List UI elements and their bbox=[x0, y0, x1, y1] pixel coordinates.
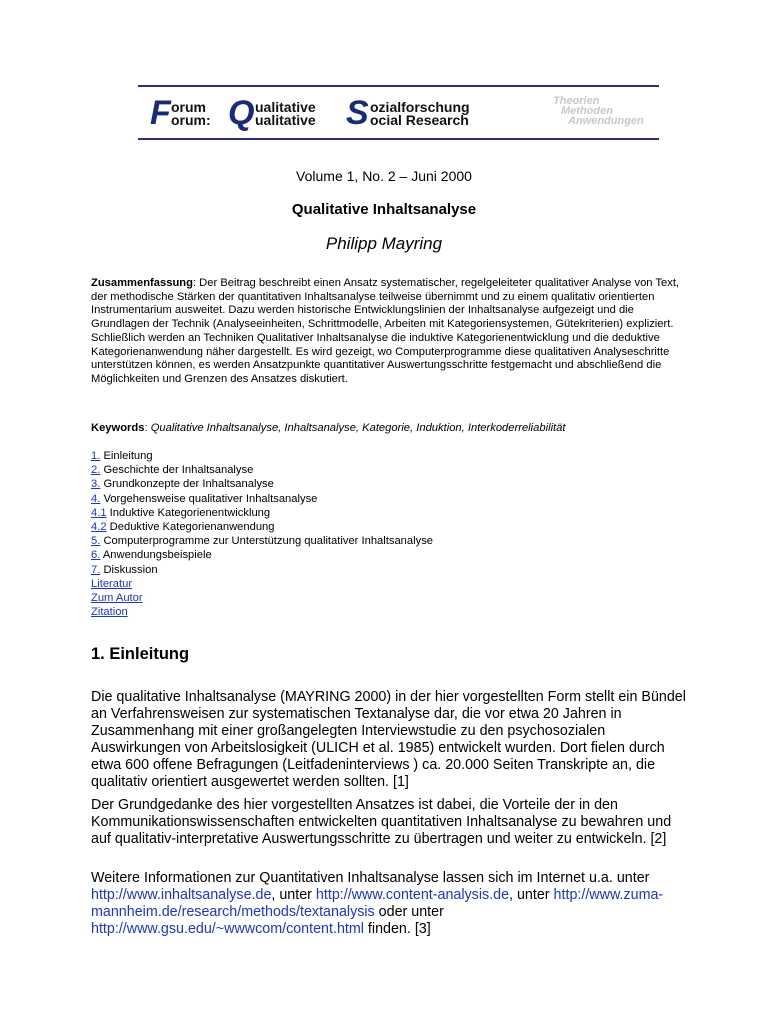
toc-item bbox=[91, 477, 433, 491]
paragraph-3-text: , unter bbox=[271, 887, 316, 904]
toc-item bbox=[91, 591, 433, 605]
tagline-methoden: Methoden bbox=[561, 105, 613, 117]
toc-link-6[interactable]: 6. bbox=[91, 549, 101, 562]
toc-label: Grundkonzepte der Inhaltsanalyse bbox=[103, 478, 274, 491]
logo-ozial-bottom: ocial Research bbox=[370, 112, 469, 128]
toc-link-literatur[interactable]: Literatur bbox=[91, 577, 133, 590]
toc-item bbox=[91, 563, 433, 577]
toc-label: Deduktive Kategorienanwendung bbox=[109, 521, 275, 534]
logo-ozial-top: ozialforschung bbox=[370, 99, 470, 115]
toc-item bbox=[91, 449, 433, 463]
toc-link-4[interactable]: 4. bbox=[91, 492, 101, 505]
toc-label: Einleitung bbox=[103, 450, 153, 462]
toc-label: Geschichte der Inhaltsanalyse bbox=[103, 464, 254, 477]
tagline-theorien: Theorien bbox=[553, 95, 600, 107]
keywords: Keywords: Qualitative Inhaltsanalyse, Inhaltsanalyse, Kategorie, Induktion, Interkoderreliabilität bbox=[91, 422, 566, 434]
logo-letter-q: Q bbox=[228, 94, 255, 132]
logo-orum-bottom: orum: bbox=[171, 112, 211, 128]
header-rule-top bbox=[138, 85, 659, 87]
toc-link-3[interactable]: 3. bbox=[91, 478, 101, 491]
journal-logo bbox=[150, 90, 530, 136]
paragraph-3-text: finden. [3] bbox=[363, 921, 431, 938]
header-rule-bottom bbox=[138, 138, 659, 140]
toc-item bbox=[91, 605, 433, 619]
table-of-contents bbox=[91, 449, 433, 619]
toc-link-1[interactable]: 1. bbox=[91, 450, 101, 462]
url-inhaltsanalyse[interactable]: http://www.inhaltsanalyse.de bbox=[91, 887, 272, 904]
logo-orum-top: orum bbox=[171, 99, 206, 115]
paragraph-3-text: Weitere Informationen zur Quantitativen Inhaltsanalyse lassen sich im Internet u.a. unter bbox=[91, 870, 650, 886]
paragraph-3-text: oder unter bbox=[374, 904, 444, 921]
toc-link-5[interactable]: 5. bbox=[91, 535, 101, 548]
logo-ualitative-top: ualitative bbox=[255, 99, 316, 115]
toc-link-zitation[interactable]: Zitation bbox=[91, 606, 128, 619]
paragraph-1: Die qualitative Inhaltsanalyse (MAYRING 2000) in der hier vorgestellten Form stellt ein Bündel an Verfahrensweisen zur systematischen Textanalyse dar, die vor etwa 20 Jahren in Zusammenhang mit einer großangelegten Interviewstudie zu den psychosozialen Auswirkungen von Arbeitslosigkeit (ULICH et al. 1985) entwickelt wurden. Dort fielen durch etwa 600 offene Befragungen (Leitfadeninterviews ) ca. 20.000 Seiten Transkripte an, die qualitativ orientiert ausgewertet werden sollten. [1] bbox=[91, 689, 686, 791]
abstract-text: : Der Beitrag beschreibt einen Ansatz systematischer, regelgeleiteter qualitativer Analyse von Text, der methodische Stärken der quantitativen Inhaltsanalyse teilweise übernimmt und zu einem qualitativ orientierten Instrumentarium ausweitet. Dazu werden historische Entwicklungslinien der Inhaltsanalyse aufgezeigt und die Grundlagen der Technik (Analyseeinheiten, Schrittmodelle, Arbeiten mit Kategoriensystemen, Gütekriterien) expliziert. Schließlich werden an Techniken Qualitativer Inhaltsanalyse die induktive Kategorienentwicklung und die deduktive Kategorienanwendung näher dargestellt. Es wird gezeigt, wo Computerprogramme diese qualitativen Analyseschritte unterstützen können, es werden Ansatzpunkte quantitativer Auswertungsschritte festgemacht und abschließend die Möglichkeiten und Grenzen des Ansatzes diskutiert. bbox=[91, 277, 680, 385]
toc-item bbox=[91, 506, 433, 520]
paragraph-3 bbox=[91, 870, 691, 938]
abstract bbox=[91, 277, 681, 387]
toc-label: Anwendungsbeispiele bbox=[102, 549, 212, 562]
toc-item bbox=[91, 520, 433, 534]
section-heading: 1. Einleitung bbox=[91, 645, 190, 663]
toc-link-2[interactable]: 2. bbox=[91, 464, 101, 477]
toc-link-7[interactable]: 7. bbox=[91, 563, 101, 576]
toc-label: Computerprogramme zur Unterstützung qualitativer Inhaltsanalyse bbox=[103, 535, 434, 548]
logo-letter-s: S bbox=[346, 94, 369, 132]
tagline-anwendungen: Anwendungen bbox=[568, 115, 644, 127]
article-title: Qualitative Inhaltsanalyse bbox=[291, 201, 477, 218]
toc-item bbox=[91, 463, 433, 477]
keywords-text: Qualitative Inhaltsanalyse, Inhaltsanalyse, Kategorie, Induktion, Interkoderreliabilität bbox=[150, 422, 566, 434]
paragraph-3-text: , unter bbox=[509, 887, 554, 904]
keywords-label: Keywords bbox=[91, 422, 145, 434]
abstract-label: Zusammenfassung bbox=[91, 277, 193, 289]
toc-link-zum-autor[interactable]: Zum Autor bbox=[91, 592, 143, 605]
paragraph-2: Der Grundgedanke des hier vorgestellten Ansatzes ist dabei, die Vorteile der in den Kommunikationswissenschaften entwickelten quantitativen Inhaltsanalyse zu bewahren und auf qualitativ-interpretative Auswertungsschritte zu übertragen und weiter zu entwickeln. [2] bbox=[91, 797, 672, 848]
toc-item bbox=[91, 534, 433, 548]
toc-label: Diskussion bbox=[103, 563, 158, 576]
toc-label: Vorgehensweise qualitativer Inhaltsanalyse bbox=[103, 492, 318, 505]
toc-item bbox=[91, 548, 433, 562]
logo-ualitative-bottom: ualitative bbox=[255, 112, 316, 128]
url-gsu[interactable]: http://www.gsu.edu/~wwwcom/content.html bbox=[91, 921, 364, 938]
toc-item bbox=[91, 577, 433, 591]
toc-label: Induktive Kategorienentwicklung bbox=[109, 506, 271, 519]
toc-link-4-2[interactable]: 4.2 bbox=[91, 521, 107, 534]
article-author: Philipp Mayring bbox=[325, 234, 443, 253]
toc-item bbox=[91, 492, 433, 506]
logo-letter-f: F bbox=[150, 94, 171, 132]
toc-link-4-1[interactable]: 4.1 bbox=[91, 506, 107, 519]
url-zuma-mannheim[interactable]: http://www.zuma-mannheim.de/research/methods/textanalysis bbox=[91, 887, 664, 921]
volume-info: Volume 1, No. 2 – Juni 2000 bbox=[296, 168, 472, 184]
url-content-analysis[interactable]: http://www.content-analysis.de bbox=[315, 887, 510, 904]
